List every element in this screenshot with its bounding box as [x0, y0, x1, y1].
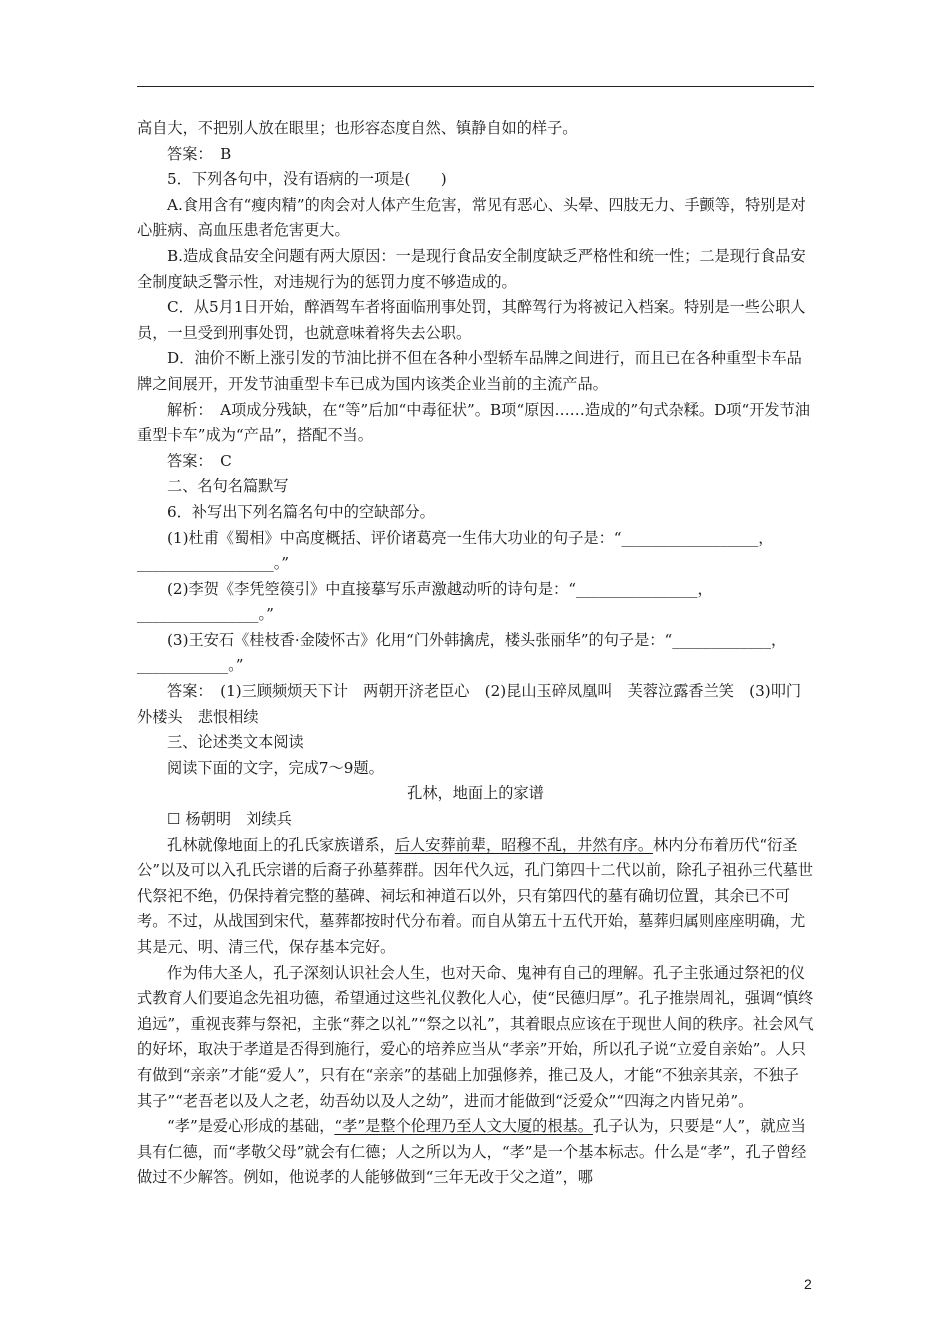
- text-paragraph: (1)杜甫《蜀相》中高度概括、评价诸葛亮一生伟大功业的句子是：“__________________，__________________。”: [137, 528, 774, 573]
- article-paragraph-1: [137, 833, 814, 961]
- page-number: 2: [804, 1276, 812, 1292]
- text-paragraph: (3)王安石《桂枝香·金陵怀古》化用“门外韩擒虎，楼头张丽华”的句子是：“_____________，____________。”: [137, 630, 787, 675]
- text-paragraph: C．从5月1日开始，醉酒驾车者将面临刑事处罚，其醉驾行为将被记入档案。特别是一些公职人员，一旦受到刑事处罚，也就意味着将失去公职。: [137, 298, 806, 342]
- text-paragraph: 6．补写出下列名篇名句中的空缺部分。: [167, 502, 435, 521]
- text-paragraph: 三、论述类文本阅读: [167, 733, 304, 752]
- article-text: 孔子认为，只要是“人”，就应当具有仁德，而“孝敬父母”就会有仁德；人之所以为人，“孝”是一个基本标志。什么是“孝”，孔子曾经做过不少解答。例如，他说孝的人能够做到“三年无改于父之道”，哪: [137, 1117, 807, 1187]
- article-title: 孔林，地面上的家谱: [407, 784, 544, 803]
- header-rule: [137, 86, 814, 87]
- text-paragraph: 答案： (1)三顾频烦天下计 两朝开济老臣心 (2)昆山玉碎凤凰叫 芙蓉泣露香兰笑 (3)叩门外楼头 悲恨相续: [137, 682, 802, 726]
- text-paragraph: 阅读下面的文字，完成7～9题。: [167, 758, 384, 777]
- text-paragraph: 高自大，不把别人放在眼里；也形容态度自然、镇静自如的样子。: [137, 119, 578, 137]
- text-paragraph: 答案： C: [167, 451, 232, 470]
- question-section: [137, 116, 814, 781]
- text-paragraph: (2)李贺《李凭箜篌引》中直接摹写乐声激越动听的诗句是：“________________，________________。”: [137, 579, 713, 624]
- article-text: 孔林就像地面上的孔氏家族谱系，: [167, 835, 395, 854]
- article-paragraph-2: 作为伟大圣人，孔子深刻认识社会人生，也对天命、鬼神有自己的理解。孔子主张通过祭祀的仪式教育人们要追念先祖功德，希望通过这些礼仪教化人心，使“民德归厚”。孔子推崇周礼，强调“慎终追远”，重视丧葬与祭祀，主张“葬之以礼”“祭之以礼”，其着眼点应该在于现世人间的秩序。社会风气的好坏，取决于孝道是否得到施行，爱心的培养应当从“孝亲”开始，所以孔子说“立爱自亲始”。人只有做到“亲亲”才能“爱人”，只有在“亲亲”的基础上加强修养，推己及人，才能“不独亲其亲，不独子其子”“老吾老以及人之老，幼吾幼以及人之幼”，进而才能做到“泛爱众”“四海之内皆兄弟”。: [137, 963, 814, 1110]
- article-paragraph-3: [137, 1114, 814, 1191]
- article-authors: ☐ 杨朝明 刘续兵: [167, 810, 292, 829]
- article-text: “孝”是爱心形成的基础，: [167, 1117, 335, 1136]
- text-paragraph: 解析： A项成分残缺，在“等”后加“中毒征状”。B项“原因……造成的”句式杂糅。D项“开发节油重型卡车”成为“产品”，搭配不当。: [137, 400, 810, 445]
- underlined-sentence: “孝”是整个伦理乃至人文大厦的根基。: [334, 1117, 593, 1136]
- text-paragraph: B.造成食品安全问题有两大原因：一是现行食品安全制度缺乏严格性和统一性；二是现行食品安全制度缺乏警示性，对违规行为的惩罚力度不够造成的。: [137, 246, 806, 291]
- text-paragraph: 5．下列各句中，没有语病的一项是( ): [167, 170, 447, 189]
- article-text: 林内分布着历代“衍圣公”以及可以入孔氏宗谱的后裔子孙墓葬群。因年代久远，孔门第四十二代以前，除孔子祖孙三代墓世代祭祀不绝，仍保持着完整的墓碑、祠坛和神道石以外，只有第四代的墓有确切位置，其余已不可考。不过，从战国到宋代，墓葬都按时代分布着。而自从第五十五代开始，墓葬归属则座座明确，尤其是元、明、清三代，保存基本完好。: [137, 835, 814, 956]
- text-paragraph: A.食用含有“瘦肉精”的肉会对人体产生危害，常见有恶心、头晕、四肢无力、手颤等，特别是对心脏病、高血压患者危害更大。: [137, 195, 806, 240]
- underlined-sentence: 后人安葬前辈，昭穆不乱，井然有序。: [394, 835, 653, 854]
- text-paragraph: 答案： B: [167, 144, 232, 163]
- text-paragraph: D．油价不断上涨引发的节油比拼不但在各种小型轿车品牌之间进行，而且已在各种重型卡车品牌之间展开，开发节油重型卡车已成为国内该类企业当前的主流产品。: [137, 349, 802, 393]
- document-body: [137, 116, 814, 1191]
- text-paragraph: 二、名句名篇默写: [167, 477, 289, 496]
